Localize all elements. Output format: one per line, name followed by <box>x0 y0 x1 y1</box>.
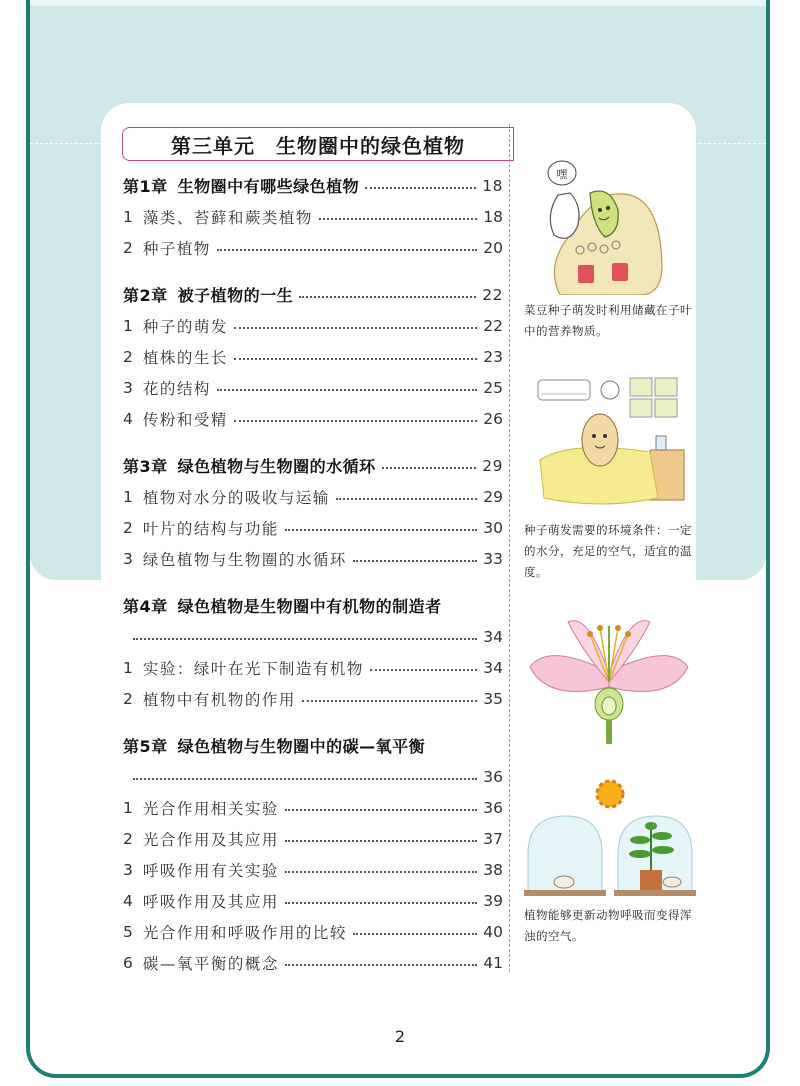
toc-title: 绿色植物与生物圈的水循环 <box>177 457 376 476</box>
toc-dot-leader <box>285 529 477 531</box>
toc-section-row[interactable] <box>123 885 503 916</box>
toc-continuation-row[interactable] <box>123 761 503 792</box>
toc-page-number: 22 <box>483 316 503 335</box>
toc-section-row[interactable] <box>123 823 503 854</box>
toc-title: 绿色植物是生物圈中有机物的制造者 <box>177 597 442 616</box>
toc-page-number: 33 <box>483 549 503 568</box>
toc-page-number: 37 <box>483 829 503 848</box>
toc-dot-leader <box>365 187 476 189</box>
toc-number: 3 <box>123 549 133 568</box>
toc-page-number: 40 <box>483 922 503 941</box>
toc-chapter-row[interactable] <box>123 590 503 621</box>
unit-title: 第三单元 生物圈中的绿色植物 <box>122 127 514 161</box>
toc-title: 生物圈中有哪些绿色植物 <box>177 177 360 196</box>
toc-dot-leader <box>234 420 477 422</box>
toc-number: 第5章 <box>123 737 168 756</box>
toc-chapter-row[interactable] <box>123 170 503 201</box>
toc-dot-leader <box>319 218 477 220</box>
toc-title: 被子植物的一生 <box>177 286 294 305</box>
toc-dot-leader <box>382 467 477 469</box>
toc-title: 绿色植物与生物圈中的碳—氧平衡 <box>177 737 426 756</box>
caption-seed-bed: 种子萌发需要的环境条件：一定的水分，充足的空气，适宜的温度。 <box>524 523 692 579</box>
toc-number: 5 <box>123 922 133 941</box>
toc-number: 1 <box>123 798 133 817</box>
toc-title: 植株的生长 <box>142 348 228 367</box>
toc-section-row[interactable] <box>123 543 503 574</box>
caption-bean: 菜豆种子萌发时利用储藏在子叶中的营养物质。 <box>524 303 692 338</box>
toc-dot-leader <box>285 840 477 842</box>
toc-chapter-row[interactable] <box>123 730 503 761</box>
toc-title: 藻类、苔藓和蕨类植物 <box>142 208 313 227</box>
toc-title: 碳—氧平衡的概念 <box>142 954 279 973</box>
toc-dot-leader <box>133 638 477 640</box>
toc-dot-leader <box>353 933 477 935</box>
toc-section-row[interactable] <box>123 372 503 403</box>
toc-section-row[interactable] <box>123 310 503 341</box>
toc-dot-leader <box>302 700 477 702</box>
caption-plant-jars: 植物能够更新动物呼吸而变得浑浊的空气。 <box>524 908 692 943</box>
toc-page-number: 26 <box>483 409 503 428</box>
toc-section-row[interactable] <box>123 403 503 434</box>
toc-title: 花的结构 <box>142 379 211 398</box>
flower-structure-illustration <box>528 612 690 744</box>
toc-section-row[interactable] <box>123 792 503 823</box>
seed-in-bed-illustration <box>530 370 690 520</box>
toc-number: 1 <box>123 207 133 226</box>
toc-dot-leader <box>133 778 477 780</box>
bean-seed-illustration <box>540 155 670 295</box>
toc-title: 呼吸作用有关实验 <box>142 861 279 880</box>
toc-page-number: 23 <box>483 347 503 366</box>
toc-dot-leader <box>285 964 477 966</box>
toc-dot-leader <box>285 809 477 811</box>
table-of-contents <box>123 170 503 978</box>
toc-page-number: 25 <box>483 378 503 397</box>
toc-continuation-row[interactable] <box>123 621 503 652</box>
toc-page-number: 29 <box>482 456 503 475</box>
toc-gap <box>123 574 503 590</box>
toc-number: 2 <box>123 347 133 366</box>
toc-page-number: 36 <box>483 767 503 786</box>
toc-section-row[interactable] <box>123 512 503 543</box>
toc-chapter-row[interactable] <box>123 279 503 310</box>
toc-number: 4 <box>123 409 133 428</box>
toc-number: 2 <box>123 238 133 257</box>
toc-number: 6 <box>123 953 133 972</box>
toc-title: 光合作用相关实验 <box>142 799 279 818</box>
toc-divider <box>509 124 510 972</box>
toc-dot-leader <box>336 498 477 500</box>
toc-title: 实验：绿叶在光下制造有机物 <box>142 659 364 678</box>
toc-gap <box>123 714 503 730</box>
toc-dot-leader <box>234 358 477 360</box>
toc-page-number: 39 <box>483 891 503 910</box>
page-number: 2 <box>394 1027 406 1046</box>
toc-page-number: 35 <box>483 689 503 708</box>
toc-dot-leader <box>299 296 476 298</box>
toc-number: 第2章 <box>123 286 168 305</box>
toc-dot-leader <box>285 871 477 873</box>
toc-dot-leader <box>217 389 477 391</box>
toc-page-number: 20 <box>483 238 503 257</box>
toc-gap <box>123 263 503 279</box>
toc-title: 光合作用及其应用 <box>142 830 279 849</box>
toc-title: 绿色植物与生物圈的水循环 <box>142 550 347 569</box>
toc-section-row[interactable] <box>123 232 503 263</box>
toc-gap <box>123 434 503 450</box>
toc-page-number: 29 <box>483 487 503 506</box>
toc-section-row[interactable] <box>123 481 503 512</box>
header-strip <box>30 0 766 6</box>
toc-dot-leader <box>353 560 477 562</box>
toc-number: 2 <box>123 518 133 537</box>
toc-number: 3 <box>123 860 133 879</box>
toc-section-row[interactable] <box>123 683 503 714</box>
toc-title: 种子的萌发 <box>142 317 228 336</box>
toc-page-number: 22 <box>482 285 503 304</box>
toc-number: 第1章 <box>123 177 168 196</box>
toc-chapter-row[interactable] <box>123 450 503 481</box>
toc-dot-leader <box>217 249 477 251</box>
toc-number: 4 <box>123 891 133 910</box>
toc-section-row[interactable] <box>123 854 503 885</box>
toc-section-row[interactable] <box>123 341 503 372</box>
toc-page-number: 30 <box>483 518 503 537</box>
toc-page-number: 41 <box>483 953 503 972</box>
toc-number: 第4章 <box>123 597 168 616</box>
toc-page-number: 18 <box>482 176 503 195</box>
toc-number: 1 <box>123 316 133 335</box>
toc-dot-leader <box>285 902 477 904</box>
toc-page-number: 34 <box>483 658 503 677</box>
toc-number: 2 <box>123 829 133 848</box>
toc-page-number: 34 <box>483 627 503 646</box>
toc-page-number: 36 <box>483 798 503 817</box>
toc-number: 3 <box>123 378 133 397</box>
toc-title: 植物对水分的吸收与运输 <box>142 488 330 507</box>
toc-dot-leader <box>370 669 477 671</box>
toc-section-row[interactable] <box>123 916 503 947</box>
toc-page-number: 18 <box>483 207 503 226</box>
toc-page-number: 38 <box>483 860 503 879</box>
toc-number: 1 <box>123 487 133 506</box>
toc-number: 1 <box>123 658 133 677</box>
toc-title: 种子植物 <box>142 239 211 258</box>
toc-title: 叶片的结构与功能 <box>142 519 279 538</box>
toc-title: 传粉和受精 <box>142 410 228 429</box>
toc-title: 呼吸作用及其应用 <box>142 892 279 911</box>
bell-jars-illustration <box>524 774 696 902</box>
speech-bubble-text: 嘿 <box>556 168 568 181</box>
toc-title: 植物中有机物的作用 <box>142 690 296 709</box>
toc-number: 2 <box>123 689 133 708</box>
toc-section-row[interactable] <box>123 652 503 683</box>
toc-title: 光合作用和呼吸作用的比较 <box>142 923 347 942</box>
toc-number: 第3章 <box>123 457 168 476</box>
toc-section-row[interactable] <box>123 947 503 978</box>
toc-section-row[interactable] <box>123 201 503 232</box>
toc-dot-leader <box>234 327 477 329</box>
